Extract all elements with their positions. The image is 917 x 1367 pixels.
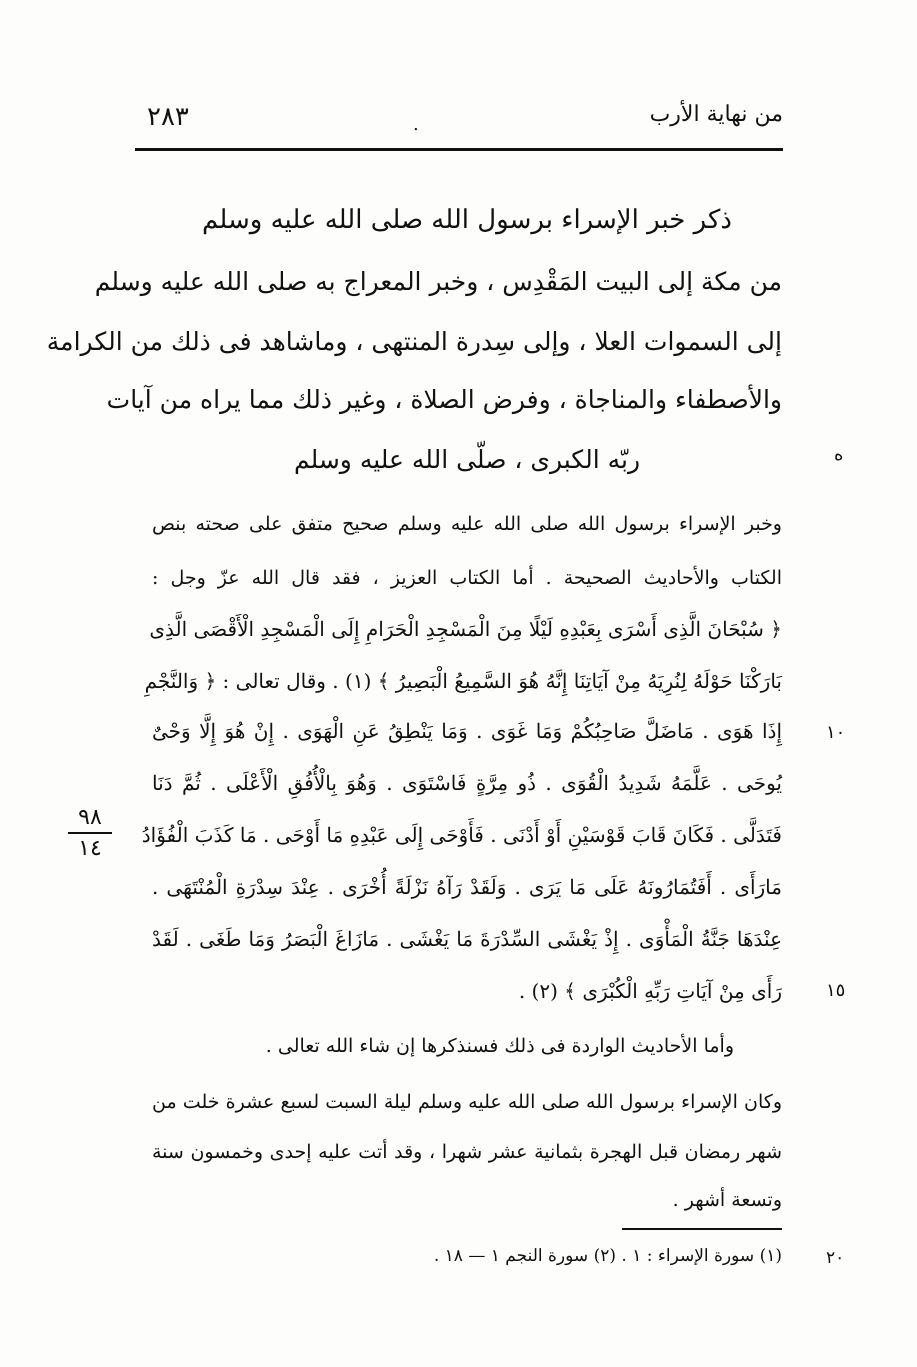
header-dot: . — [413, 114, 419, 135]
margin-line-15: ١٥ — [826, 980, 846, 1001]
body-line-2: الكتاب والأحاديث الصحيحة . أما الكتاب العزيز ، فقد قال الله عزّ وجل : — [152, 567, 782, 589]
quran-line-8: رَأَى مِنْ آيَاتِ رَبِّهِ الْكُبْرَى ﴾ (٢) . — [518, 979, 782, 1003]
margin-line-5: ه — [834, 444, 844, 465]
margin-reference — [60, 805, 120, 861]
quran-line-4: يُوحَى . عَلَّمَهُ شَدِيدُ الْقُوَى . ذُو مِرَّةٍ فَاسْتَوَى . وَهُوَ بِالْأُفُقِ الْأَعْلَى . ثُمَّ دَنَا — [152, 771, 782, 795]
margin-line-20: ٢٠ — [826, 1248, 845, 1268]
quran-line-5: فَتَدَلَّى . فَكَانَ قَابَ قَوْسَيْنِ أَوْ أَدْنَى . فَأَوْحَى إِلَى عَبْدِهِ مَا أَوْحَى . مَا كَذَبَ الْفُؤَادُ — [141, 823, 782, 847]
quran-line-7: عِنْدَهَا جَنَّةُ الْمَأْوَى . إِذْ يَغْشَى السِّدْرَةَ مَا يَغْشَى . مَازَاغَ الْبَصَرُ وَمَا طَغَى . لَقَدْ — [152, 927, 782, 951]
margin-ref-bottom: ١٤ — [78, 836, 102, 861]
body-line-5: شهر رمضان قبل الهجرة بثمانية عشر شهرا ، وقد أتت عليه إحدى وخمسون سنة — [152, 1141, 782, 1163]
footnote: (١) سورة الإسراء : ١ . (٢) سورة النجم ١ — ١٨ . — [433, 1246, 782, 1266]
quran-line-2: بَارَكْنَا حَوْلَهُ لِنُرِيَهُ مِنْ آيَاتِنَا إِنَّهُ هُوَ السَّمِيعُ الْبَصِيرُ ﴾ (١) . وقال تعالى : ﴿ وَالنَّجْمِ — [144, 669, 782, 693]
body-line-4: وكان الإسراء برسول الله صلى الله عليه وسلم ليلة السبت لسبع عشرة خلت من — [152, 1091, 782, 1113]
margin-ref-top: ٩٨ — [68, 805, 112, 834]
heading-line-1: ذكر خبر الإسراء برسول الله صلى الله عليه وسلم — [202, 205, 732, 235]
body-line-6: وتسعة أشهر . — [672, 1189, 782, 1211]
heading-line-3: إلى السموات العلا ، وإلى سِدرة المنتهى ، وماشاهد فى ذلك من الكرامة — [46, 327, 782, 356]
heading-line-2: من مكة إلى البيت المَقْدِس ، وخبر المعراج به صلى الله عليه وسلم — [94, 267, 782, 296]
heading-line-5: ربّه الكبرى ، صلّى الله عليه وسلم — [293, 445, 641, 474]
header-rule — [135, 148, 783, 151]
page-number: ٢٨٣ — [147, 102, 189, 132]
quran-line-6: مَارَأَى . أَفَتُمَارُونَهُ عَلَى مَا يَرَى . وَلَقَدْ رَآهُ نَزْلَةً أُخْرَى . عِنْدَ سِدْرَةِ الْمُنْتَهَى . — [152, 875, 782, 899]
body-line-3: وأما الأحاديث الواردة فى ذلك فسنذكرها إن شاء الله تعالى . — [265, 1035, 734, 1057]
footnote-rule — [622, 1228, 782, 1230]
running-title: من نهاية الأرب — [649, 102, 783, 127]
quran-line-1: ﴿ سُبْحَانَ الَّذِى أَسْرَى بِعَبْدِهِ لَيْلًا مِنَ الْمَسْجِدِ الْحَرَامِ إِلَى الْمَسْجِدِ الْأَقْصَى الَّذِى — [149, 617, 782, 641]
heading-line-4: والأصطفاء والمناجاة ، وفرض الصلاة ، وغير ذلك مما يراه من آيات — [106, 385, 782, 414]
body-line-1: وخبر الإسراء برسول الله صلى الله عليه وسلم صحيح متفق على صحته بنص — [152, 513, 782, 535]
quran-line-3: إِذَا هَوَى . مَاضَلَّ صَاحِبُكُمْ وَمَا غَوَى . وَمَا يَنْطِقُ عَنِ الْهَوَى . إِنْ هُوَ إِلَّا وَحْىٌ — [152, 719, 782, 743]
margin-line-10: ١٠ — [826, 722, 846, 743]
page-header — [135, 100, 783, 140]
